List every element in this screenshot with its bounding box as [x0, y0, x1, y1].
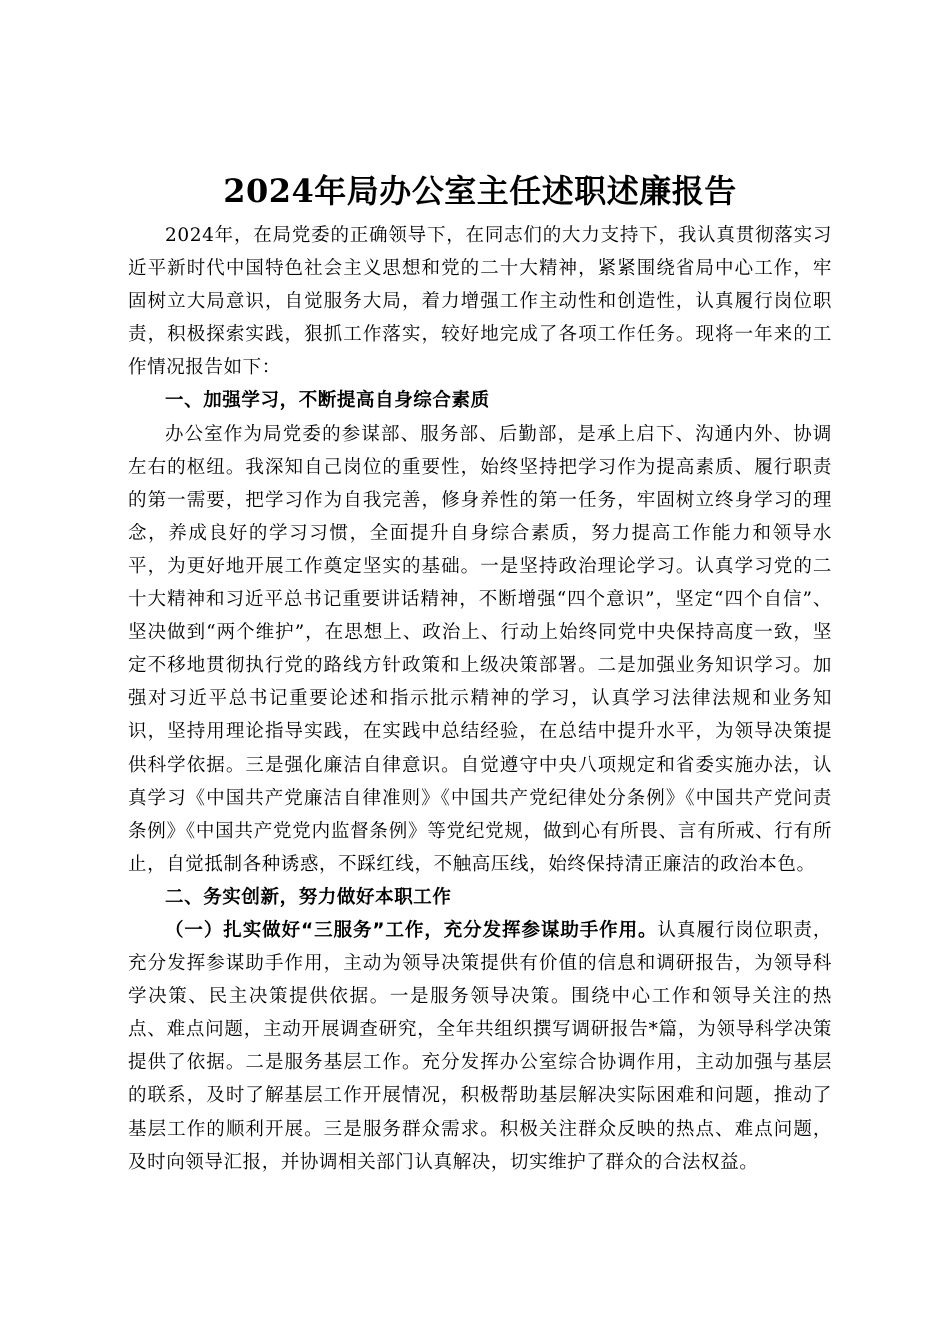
subsection-1-body: 认真履行岗位职责，充分发挥参谋助手作用，主动为领导决策提供有价值的信息和调研报告，为领导科学决策、民主决策提供依据。一是服务领导决策。围绕中心工作和领导关注的热点、难点问题，主动开展调查研究，全年共组织撰写调研报告*篇，为领导科学决策提供了依据。二是服务基层工作。充分发挥办公室综合协调作用，主动加强与基层的联系，及时了解基层工作开展情况，积极帮助基层解决实际困难和问题，推动了基层工作的顺利开展。三是服务群众需求。积极关注群众反映的热点、难点问题，及时向领导汇报，并协调相关部门认真解决，切实维护了群众的合法权益。: [128, 919, 832, 1173]
section-1-paragraph: 办公室作为局党委的参谋部、服务部、后勤部，是承上启下、沟通内外、协调左右的枢纽。我深知自己岗位的重要性，始终坚持把学习作为提高素质、履行职责的第一需要，把学习作为自我完善，修身养性的第一任务，牢固树立终身学习的理念，养成良好的学习习惯，全面提升自身综合素质，努力提高工作能力和领导水平，为更好地开展工作奠定坚实的基础。一是坚持政治理论学习。认真学习党的二十大精神和习近平总书记重要讲话精神，不断增强“四个意识”，坚定“四个自信”、坚决做到“两个维护”，在思想上、政治上、行动上始终同党中央保持高度一致，坚定不移地贯彻执行党的路线方针政策和上级决策部署。二是加强业务知识学习。加强对习近平总书记重要论述和指示批示精神的学习，认真学习法律法规和业务知识，坚持用理论指导实践，在实践中总结经验，在总结中提升水平，为领导决策提供科学依据。三是强化廉洁自律意识。自觉遵守中央八项规定和省委实施办法，认真学习《中国共产党廉洁自律准则》《中国共产党纪律处分条例》《中国共产党问责条例》《中国共产党党内监督条例》等党纪党规，做到心有所畏、言有所戒、行有所止，自觉抵制各种诱惑，不踩红线，不触高压线，始终保持清正廉洁的政治本色。: [128, 423, 832, 875]
document-body: [128, 163, 832, 1179]
document-title: 2024年局办公室主任述职述廉报告: [223, 172, 737, 210]
subsection-1-lead: （一）扎实做好“三服务”工作，充分发挥参谋助手作用。: [165, 919, 658, 941]
section-2-heading: 二、务实创新，努力做好本职工作: [165, 886, 452, 908]
intro-paragraph: 2024年，在局党委的正确领导下，在同志们的大力支持下，我认真贯彻落实习近平新时代中国特色社会主义思想和党的二十大精神，紧紧围绕省局中心工作，牢固树立大局意识，自觉服务大局，着力增强工作主动性和创造性，认真履行岗位职责，积极探索实践，狠抓工作落实，较好地完成了各项工作任务。现将一年来的工作情况报告如下：: [128, 225, 832, 379]
section-2-subsection-1-paragraph: [128, 914, 832, 1179]
section-1-heading: 一、加强学习，不断提高自身综合素质: [165, 390, 490, 412]
